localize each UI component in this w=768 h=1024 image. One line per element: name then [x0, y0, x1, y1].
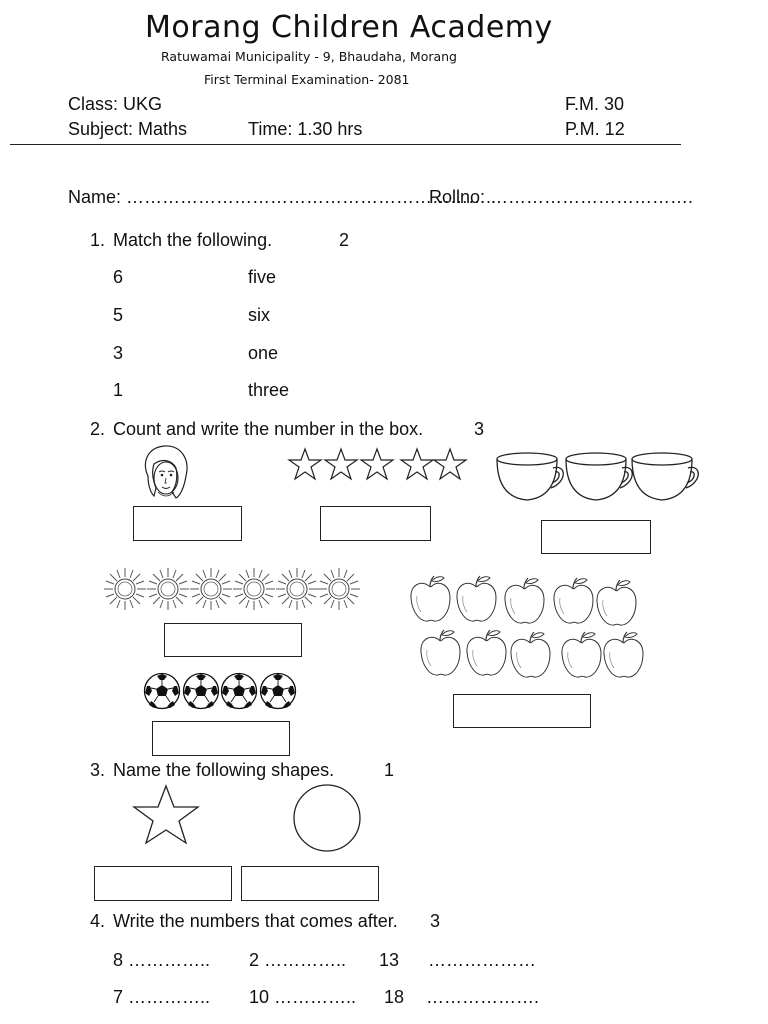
match-left-item[interactable]: 6 [113, 267, 124, 287]
q2-text: Count and write the number in the box. [113, 419, 424, 439]
star-outline-icon [401, 449, 433, 479]
full-marks: F.M. 30 [565, 94, 625, 114]
star-outline-icon [289, 449, 321, 479]
q2-number: 2. [90, 419, 106, 439]
match-left-item[interactable]: 3 [113, 343, 124, 363]
stars-group [288, 447, 468, 485]
subject-label: Subject: Maths [68, 119, 188, 139]
after-number-blank[interactable]: ………………. [426, 987, 540, 1007]
sun-icon [190, 568, 232, 610]
football-icon [222, 674, 257, 709]
cup-icon [566, 453, 632, 500]
q1-text: Match the following. [113, 230, 273, 250]
apple-icon [505, 578, 544, 623]
match-left-item[interactable]: 1 [113, 380, 124, 400]
q1-marks: 2 [339, 230, 350, 250]
header-divider [10, 144, 681, 145]
answer-box-suns[interactable] [164, 623, 302, 657]
sun-icon [233, 568, 275, 610]
circle-shape-icon [292, 784, 362, 854]
cup-icon [497, 453, 563, 500]
after-number-value: 13 [379, 950, 400, 970]
answer-box-faces[interactable] [133, 506, 242, 541]
sun-icon [318, 568, 360, 610]
q3-text: Name the following shapes. [113, 760, 335, 780]
apple-icon [562, 632, 601, 677]
footballs-group [143, 672, 299, 712]
q2-marks: 3 [474, 419, 485, 439]
answer-box-star-shape[interactable] [94, 866, 232, 901]
q3-number: 3. [90, 760, 106, 780]
match-right-item[interactable]: six [248, 305, 270, 325]
after-number-item[interactable]: 7 ………….. [113, 987, 211, 1007]
star-outline-icon [325, 449, 357, 479]
q4-number: 4. [90, 911, 106, 931]
star-shape-icon [130, 784, 202, 846]
q1-number: 1. [90, 230, 106, 250]
after-number-blank[interactable]: ……………… [428, 950, 536, 970]
apple-icon [511, 632, 550, 677]
pass-marks: P.M. 12 [565, 119, 625, 139]
suns-group [103, 566, 365, 612]
after-number-value: 18 [384, 987, 405, 1007]
apple-icon [467, 630, 506, 675]
cups-group [495, 450, 700, 505]
football-icon [261, 674, 296, 709]
school-address: Ratuwamai Municipality - 9, Bhaudaha, Morang [161, 49, 457, 64]
apple-icon [457, 576, 496, 621]
match-left-item[interactable]: 5 [113, 305, 124, 325]
apple-icon [411, 576, 450, 621]
apple-icon [597, 580, 636, 625]
answer-box-stars[interactable] [320, 506, 431, 541]
school-name: Morang Children Academy [145, 10, 553, 45]
sun-icon [147, 568, 189, 610]
apple-icon [604, 632, 643, 677]
name-field[interactable]: Name: …………………………………………………….. [68, 187, 497, 207]
star-outline-icon [361, 449, 393, 479]
answer-box-cups[interactable] [541, 520, 651, 554]
answer-box-footballs[interactable] [152, 721, 290, 756]
answer-box-circle-shape[interactable] [241, 866, 379, 901]
apple-icon [421, 630, 460, 675]
apples-group [408, 572, 648, 682]
cup-icon [632, 453, 698, 500]
sun-icon [104, 568, 146, 610]
after-number-item[interactable]: 2 ………….. [249, 950, 347, 970]
q3-marks: 1 [384, 760, 395, 780]
q4-text: Write the numbers that comes after. [113, 911, 398, 931]
exam-title: First Terminal Examination- 2081 [204, 72, 410, 87]
apple-icon [554, 578, 593, 623]
match-right-item[interactable]: one [248, 343, 279, 363]
class-label: Class: UKG [68, 94, 163, 114]
face-icon [136, 442, 196, 502]
answer-box-apples[interactable] [453, 694, 591, 728]
q4-marks: 3 [430, 911, 441, 931]
match-right-item[interactable]: five [248, 267, 277, 287]
match-right-item[interactable]: three [248, 380, 290, 400]
rollno-field[interactable]: Rollno: ……………………………. [429, 187, 694, 207]
sun-icon [276, 568, 318, 610]
after-number-item[interactable]: 8 ………….. [113, 950, 211, 970]
football-icon [184, 674, 219, 709]
star-outline-icon [434, 449, 466, 479]
football-icon [145, 674, 180, 709]
after-number-item[interactable]: 10 ………….. [249, 987, 357, 1007]
time-label: Time: 1.30 hrs [248, 119, 363, 139]
